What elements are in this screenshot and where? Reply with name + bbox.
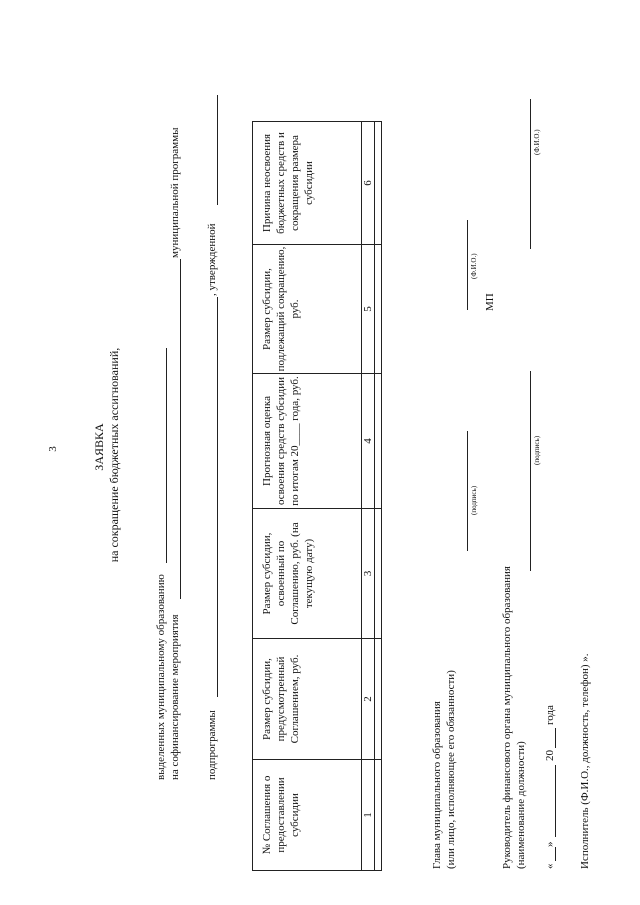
head-title-note: (или лицо, исполняющее его обязанности) bbox=[445, 670, 457, 869]
header-subsidy-provided: Размер субсидии, предусмотренный Соглашением, руб. bbox=[253, 639, 362, 760]
header-subsidy-used: Размер субсидии, освоенный по Соглашению, руб. (на текущую дату) bbox=[253, 509, 362, 639]
finance-fio-hint: (Ф.И.О.) bbox=[533, 129, 541, 155]
cofinancing-label: на софинансирование мероприятия bbox=[169, 614, 181, 780]
stamp-mark: МП bbox=[484, 293, 496, 311]
table-cell bbox=[375, 374, 382, 509]
date-year-blank bbox=[555, 728, 556, 748]
subprogram-label: подпрограммы bbox=[206, 710, 218, 780]
approved-blank bbox=[217, 95, 218, 205]
table-number-row bbox=[362, 122, 375, 871]
date-year-prefix: 20 bbox=[544, 750, 556, 761]
header-subsidy-reduction: Размер субсидии, подлежащий сокращению, руб. bbox=[253, 245, 362, 374]
table-cell bbox=[375, 639, 382, 760]
date-day-blank bbox=[555, 847, 556, 861]
column-number: 6 bbox=[362, 122, 375, 245]
table-cell bbox=[375, 509, 382, 639]
finance-head-position: (наименование должности) bbox=[515, 741, 527, 869]
table-empty-row bbox=[375, 122, 382, 871]
head-fio-line bbox=[467, 220, 468, 310]
reduction-table bbox=[252, 121, 382, 871]
date-year-suffix: года bbox=[544, 705, 556, 725]
column-number: 3 bbox=[362, 509, 375, 639]
finance-head-title: Руководитель финансового органа муниципального образования bbox=[501, 566, 513, 869]
activity-blank bbox=[180, 259, 181, 599]
page-number: 3 bbox=[47, 446, 59, 452]
program-label: муниципальной программы bbox=[169, 127, 181, 258]
municipality-blank bbox=[166, 348, 167, 563]
table-cell bbox=[375, 122, 382, 245]
column-number: 4 bbox=[362, 374, 375, 509]
table-cell bbox=[375, 245, 382, 374]
allocated-label: выделенных муниципальному образованию bbox=[155, 574, 167, 780]
document-subtitle: на сокращение бюджетных ассигнований, bbox=[107, 347, 121, 563]
table-cell bbox=[375, 760, 382, 871]
head-fio-hint: (Ф.И.О.) bbox=[470, 253, 478, 279]
header-reason: Причина неосвоения бюджетных средств и сокращения размера субсидии bbox=[253, 122, 362, 245]
header-forecast: Прогнозная оценка освоения средств субсидии по итогам 20____ года, руб. bbox=[253, 374, 362, 509]
date-month-blank bbox=[555, 765, 556, 837]
finance-fio-line bbox=[530, 99, 531, 249]
table-header-row bbox=[253, 122, 362, 871]
header-agreement-number: № Соглашения о предоставлении субсидии bbox=[253, 760, 362, 871]
column-number: 2 bbox=[362, 639, 375, 760]
head-title: Глава муниципального образования bbox=[431, 701, 443, 869]
subprogram-blank bbox=[217, 297, 218, 697]
column-number: 5 bbox=[362, 245, 375, 374]
approved-label: , утвержденной bbox=[206, 223, 218, 296]
document-title: ЗАЯВКА bbox=[92, 423, 106, 471]
date-open-quote: « bbox=[544, 863, 556, 869]
date-close-quote: » bbox=[544, 841, 556, 847]
column-number: 1 bbox=[362, 760, 375, 871]
executor-line: Исполнитель (Ф.И.О., должность, телефон) ». bbox=[579, 653, 591, 869]
finance-signature-hint: (подпись) bbox=[533, 435, 541, 465]
head-signature-line bbox=[467, 431, 468, 551]
finance-signature-line bbox=[530, 371, 531, 571]
head-signature-hint: (подпись) bbox=[470, 485, 478, 515]
